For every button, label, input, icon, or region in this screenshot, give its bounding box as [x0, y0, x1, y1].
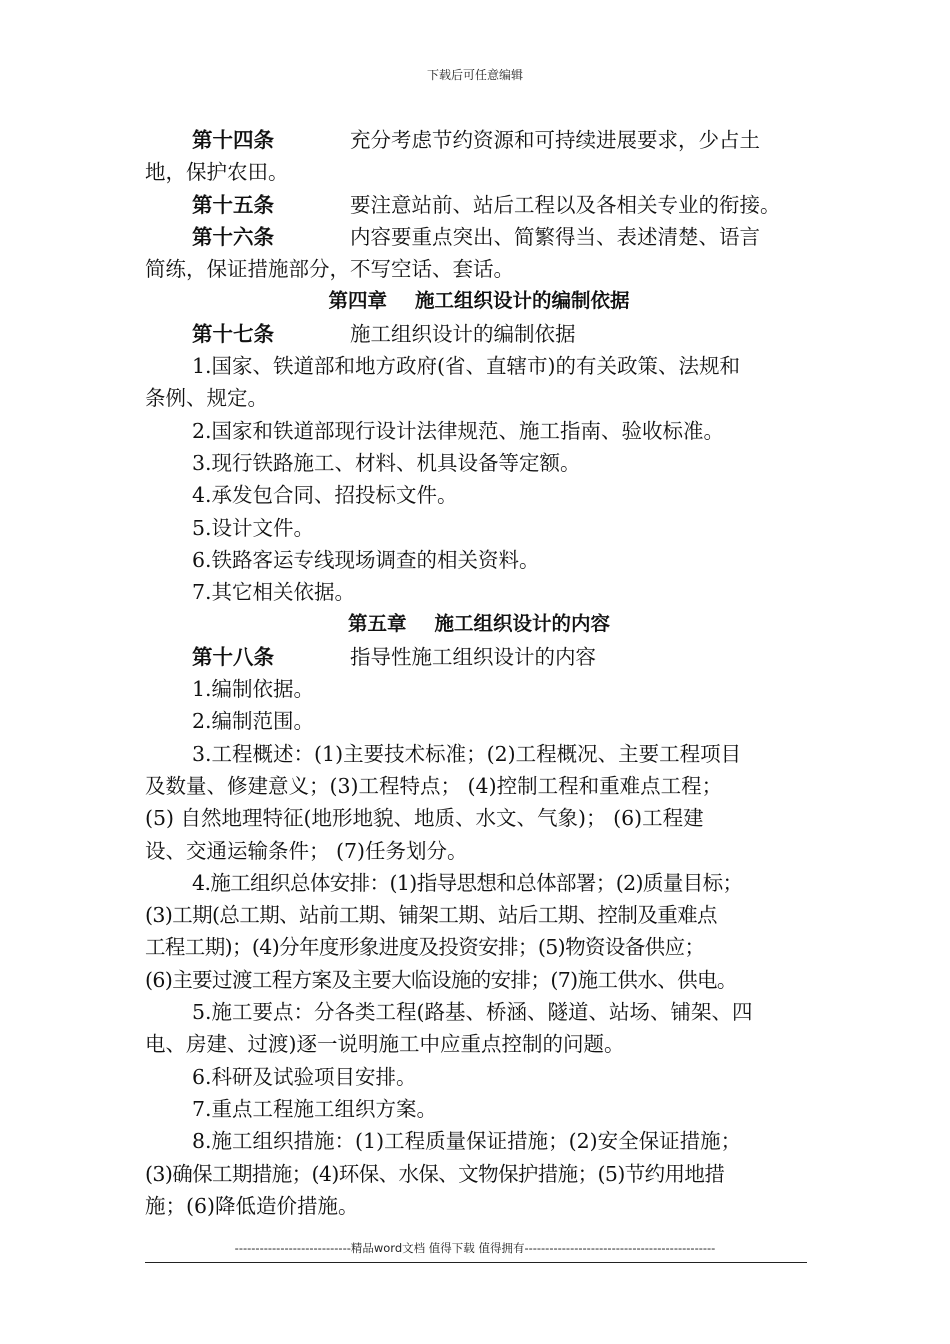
article-18: [145, 641, 813, 673]
list-item: 2.编制范围。: [192, 709, 315, 734]
list-item-continuation: 施；(6)降低造价措施。: [145, 1193, 359, 1218]
header-note: 下载后可任意编辑: [426, 68, 523, 82]
list-item: 8.施工组织措施：(1)工程质量保证措施；(2)安全保证措施；: [192, 1129, 742, 1154]
list-item: 5.设计文件。: [192, 515, 315, 540]
list-item-continuation: 条例、规定。: [145, 386, 268, 411]
article-14: [145, 124, 813, 156]
chapter-number: 第四章: [328, 289, 387, 313]
article-number: 第十五条: [192, 192, 274, 217]
list-item: 3.工程概述：(1)主要技术标准；(2)工程概况、主要工程项目: [192, 741, 742, 766]
article-16-continuation: 简练，保证措施部分，不写空话、套话。: [145, 257, 514, 282]
footer-note: ----------------------------精品word文档 值得下载 值得拥有----------------------------------------------: [234, 1241, 716, 1255]
list-item: 4.承发包合同、招投标文件。: [192, 483, 458, 508]
list-item-continuation: (3)工期(总工期、站前工期、铺架工期、站后工期、控制及重难点: [145, 903, 717, 928]
list-item-continuation: (3)确保工期措施；(4)环保、水保、文物保护措施；(5)节约用地措: [145, 1161, 725, 1186]
list-item-continuation: 及数量、修建意义；(3)工程特点； (4)控制工程和重难点工程；: [145, 773, 723, 798]
article-text: 内容要重点突出、简繁得当、表述清楚、语言: [350, 224, 760, 249]
list-item: 7.重点工程施工组织方案。: [192, 1096, 438, 1121]
article-number: 第十八条: [192, 644, 274, 669]
list-item: 4.施工组织总体安排：(1)指导思想和总体部署；(2)质量目标；: [192, 870, 743, 895]
list-item: 3.现行铁路施工、材料、机具设备等定额。: [192, 450, 581, 475]
list-item-continuation: (6)主要过渡工程方案及主要大临设施的安排；(7)施工供水、供电。: [145, 967, 737, 992]
article-number: 第十六条: [192, 224, 274, 249]
article-16: [145, 221, 813, 253]
article-17: [145, 318, 813, 350]
article-text: 施工组织设计的编制依据: [350, 321, 576, 346]
list-item-continuation: 设、交通运输条件； (7)任务划分。: [145, 838, 468, 863]
article-text: 指导性施工组织设计的内容: [350, 644, 596, 669]
article-text: 要注意站前、站后工程以及各相关专业的衔接。: [350, 192, 781, 217]
list-item: 2.国家和铁道部现行设计法律规范、施工指南、验收标准。: [192, 418, 725, 443]
article-15: [145, 189, 813, 221]
list-item-continuation: 电、房建、过渡)逐一说明施工中应重点控制的问题。: [145, 1032, 625, 1057]
chapter-title: 施工组织设计的编制依据: [415, 289, 630, 313]
list-item: 6.科研及试验项目安排。: [192, 1064, 417, 1089]
chapter-number: 第五章: [347, 612, 407, 636]
article-14-continuation: 地，保护农田。: [145, 160, 289, 185]
list-item: 1.编制依据。: [192, 677, 315, 702]
list-item-continuation: (5) 自然地理特征(地形地貌、地质、水文、气象)； (6)工程建: [145, 806, 704, 831]
chapter-title: 施工组织设计的内容: [434, 612, 611, 636]
chapter-5-heading: [145, 608, 813, 640]
document-body: [145, 124, 813, 1222]
article-number: 第十七条: [192, 321, 274, 346]
chapter-4-heading: [145, 285, 813, 317]
article-text: 充分考虑节约资源和可持续进展要求，少占土: [350, 128, 760, 152]
article-number: 第十四条: [192, 128, 274, 152]
list-item: 6.铁路客运专线现场调查的相关资料。: [192, 547, 540, 572]
list-item-continuation: 工程工期)；(4)分年度形象进度及投资安排；(5)物资设备供应；: [145, 935, 705, 960]
list-item: 7.其它相关依据。: [192, 580, 356, 605]
list-item: 5.施工要点：分各类工程(路基、桥涵、隧道、站场、铺架、四: [192, 1000, 753, 1025]
footer-divider: [145, 1262, 807, 1263]
list-item: 1.国家、铁道部和地方政府(省、直辖市)的有关政策、法规和: [192, 354, 741, 379]
